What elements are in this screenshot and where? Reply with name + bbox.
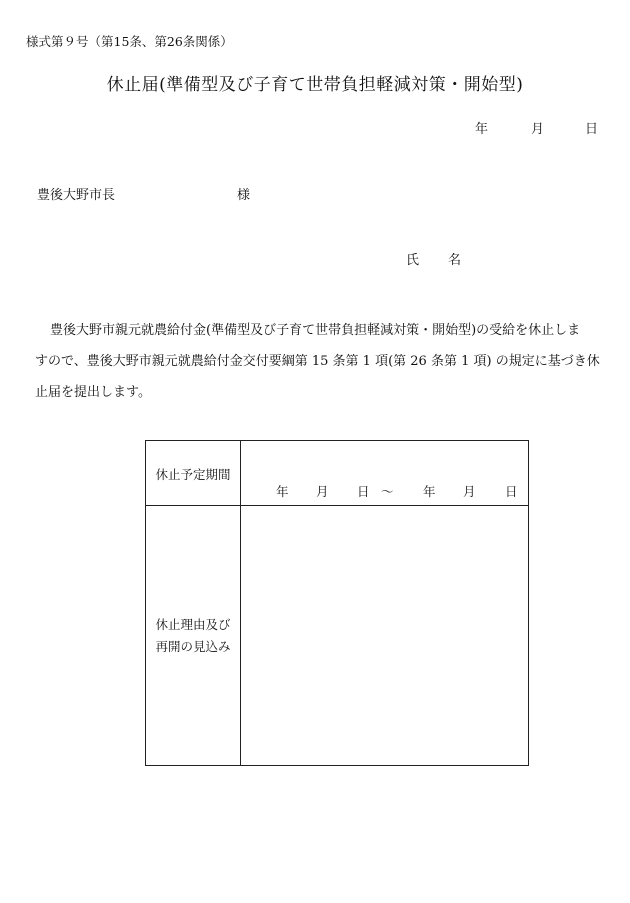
period-row: [146, 441, 529, 506]
date-month-label: 月: [531, 122, 545, 137]
period-separator: ～: [381, 484, 394, 499]
period-start-day: 日: [357, 484, 370, 499]
honorific: 様: [237, 188, 251, 203]
period-value-cell[interactable]: [241, 441, 529, 506]
reason-row: [146, 506, 529, 766]
reason-label-line-1: 休止理由及び: [155, 616, 231, 632]
body-text-line-2: すので、豊後大野市親元就農給付金交付要綱第 15 条第 1 項(第 26 条第 1 項) の規定に基づき休: [35, 354, 600, 369]
period-end-day: 日: [505, 484, 518, 499]
form-number: 様式第９号（第15条、第26条関係）: [26, 34, 233, 49]
applicant-name-label: 氏 名: [406, 253, 470, 268]
reason-value-cell[interactable]: [241, 506, 529, 766]
period-end-year: 年: [423, 484, 436, 499]
period-label-cell: [146, 441, 241, 506]
period-start-year: 年: [276, 484, 289, 499]
reason-label-line-2: 再開の見込み: [155, 638, 231, 654]
date-day-label: 日: [585, 122, 599, 137]
period-label: 休止予定期間: [155, 467, 231, 482]
period-end-month: 月: [463, 484, 476, 499]
form-table: [145, 440, 529, 766]
body-text-line-1: 豊後大野市親元就農給付金(準備型及び子育て世帯負担軽減対策・開始型)の受給を休止しま: [50, 323, 581, 338]
document-title: 休止届(準備型及び子育て世帯負担軽減対策・開始型): [106, 75, 524, 95]
reason-label-cell: [146, 506, 241, 766]
period-start-month: 月: [316, 484, 329, 499]
date-year-label: 年: [475, 122, 489, 137]
addressee: 豊後大野市長: [37, 188, 116, 203]
body-text-line-3: 止届を提出します。: [35, 385, 151, 400]
